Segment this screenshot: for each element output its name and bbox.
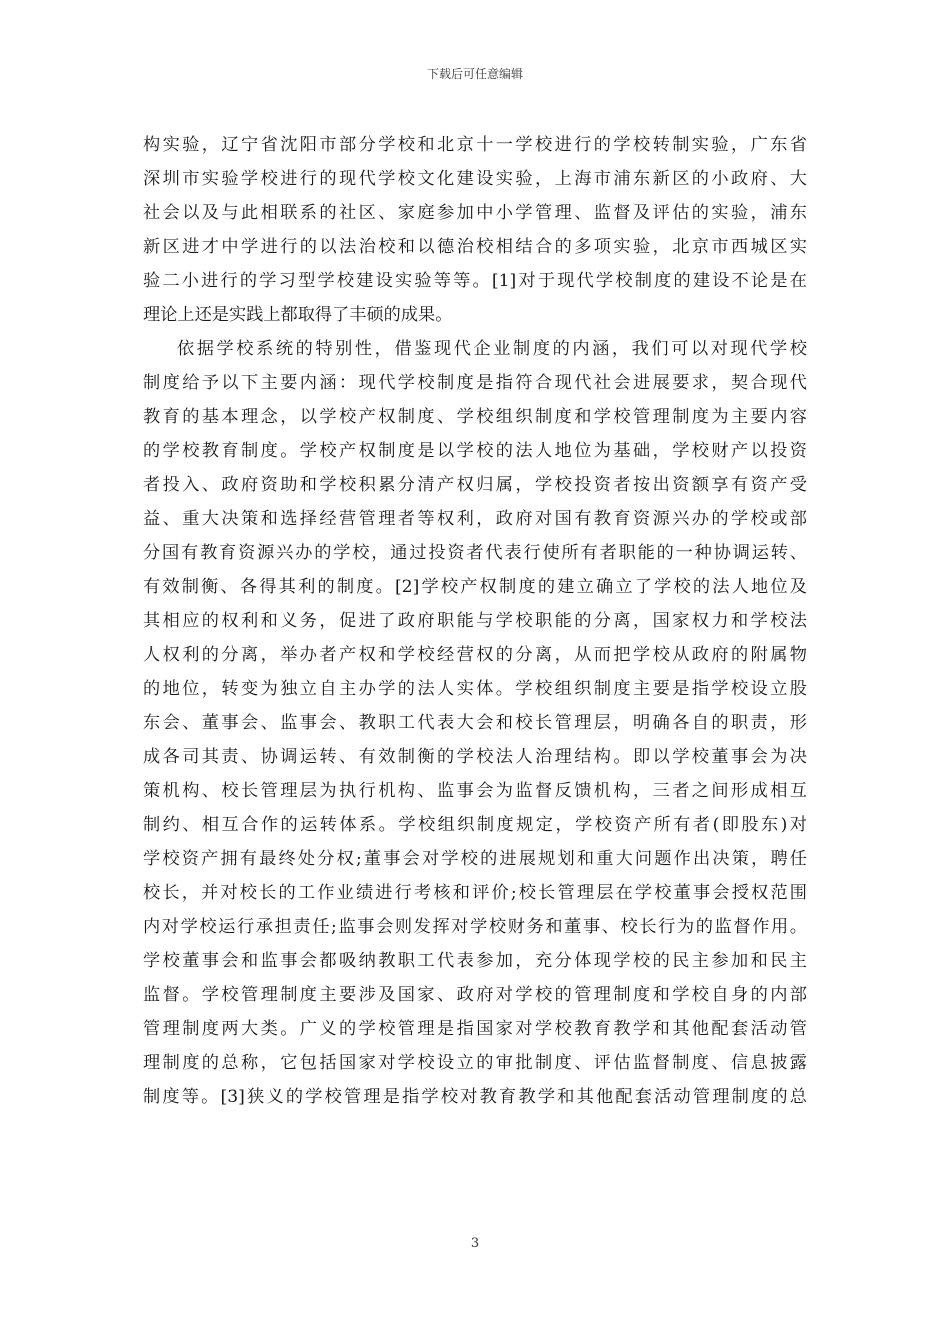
text-line: 的地位，转变为独立自主办学的法人实体。学校组织制度主要是指学校设立股 bbox=[143, 679, 807, 699]
text-line: 内对学校运行承担责任;监事会则发挥对学校财务和董事、校长行为的监督作用。 bbox=[143, 917, 807, 937]
text-line: 有效制衡、各得其利的制度。[2]学校产权制度的建立确立了学校的法人地位及 bbox=[143, 577, 807, 597]
text-line: 制约、相互合作的运转体系。学校组织制度规定，学校资产所有者(即股东)对 bbox=[143, 815, 807, 835]
text-line: 学校董事会和监事会都吸纳教职工代表参加，充分体现学校的民主参加和民主 bbox=[143, 951, 807, 971]
text-line: 其相应的权利和义务，促进了政府职能与学校职能的分离，国家权力和学校法 bbox=[143, 611, 807, 631]
text-line: 策机构、校长管理层为执行机构、监事会为监督反馈机构，三者之间形成相互 bbox=[143, 781, 807, 801]
text-line: 新区进才中学进行的以法治校和以德治校相结合的多项实验，北京市西城区实 bbox=[143, 237, 807, 257]
text-line: 管理制度两大类。广义的学校管理是指国家对学校教育教学和其他配套活动管 bbox=[143, 1019, 807, 1039]
text-line: 的学校教育制度。学校产权制度是以学校的法人地位为基础，学校财产以投资 bbox=[143, 441, 807, 461]
text-line: 教育的基本理念，以学校产权制度、学校组织制度和学校管理制度为主要内容 bbox=[143, 407, 807, 427]
page-number: 3 bbox=[470, 1236, 480, 1251]
text-line: 监督。学校管理制度主要涉及国家、政府对学校的管理制度和学校自身的内部 bbox=[143, 985, 807, 1005]
text-line: 依据学校系统的特别性，借鉴现代企业制度的内涵，我们可以对现代学校 bbox=[177, 339, 807, 359]
text-line: 理制度的总称，它包括国家对学校设立的审批制度、评估监督制度、信息披露 bbox=[143, 1053, 807, 1073]
text-line: 东会、董事会、监事会、教职工代表大会和校长管理层，明确各自的职责，形 bbox=[143, 713, 807, 733]
text-line: 构实验，辽宁省沈阳市部分学校和北京十一学校进行的学校转制实验，广东省 bbox=[143, 135, 807, 155]
text-line: 制度给予以下主要内涵：现代学校制度是指符合现代社会进展要求，契合现代 bbox=[143, 373, 807, 393]
text-line: 分国有教育资源兴办的学校，通过投资者代表行使所有者职能的一种协调运转、 bbox=[143, 543, 807, 563]
text-line: 制度等。[3]狭义的学校管理是指学校对教育教学和其他配套活动管理制度的总 bbox=[143, 1087, 807, 1107]
text-line: 者投入、政府资助和学校积累分清产权归属，学校投资者按出资额享有资产受 bbox=[143, 475, 807, 495]
text-line: 成各司其责、协调运转、有效制衡的学校法人治理结构。即以学校董事会为决 bbox=[143, 747, 807, 767]
text-line: 人权利的分离，举办者产权和学校经营权的分离，从而把学校从政府的附属物 bbox=[143, 645, 807, 665]
text-line: 理论上还是实践上都取得了丰硕的成果。 bbox=[143, 305, 453, 325]
text-line: 校长，并对校长的工作业绩进行考核和评价;校长管理层在学校董事会授权范围 bbox=[143, 883, 807, 903]
document-body bbox=[143, 128, 807, 1114]
page-header: 下载后可任意编辑 bbox=[426, 67, 523, 81]
text-line: 深圳市实验学校进行的现代学校文化建设实验，上海市浦东新区的小政府、大 bbox=[143, 169, 807, 189]
text-line: 社会以及与此相联系的社区、家庭参加中小学管理、监督及评估的实验，浦东 bbox=[143, 203, 807, 223]
text-line: 验二小进行的学习型学校建设实验等等。[1]对于现代学校制度的建设不论是在 bbox=[143, 271, 807, 291]
text-line: 益、重大决策和选择经营管理者等权利，政府对国有教育资源兴办的学校或部 bbox=[143, 509, 807, 529]
text-line: 学校资产拥有最终处分权;董事会对学校的进展规划和重大问题作出决策，聘任 bbox=[143, 849, 807, 869]
